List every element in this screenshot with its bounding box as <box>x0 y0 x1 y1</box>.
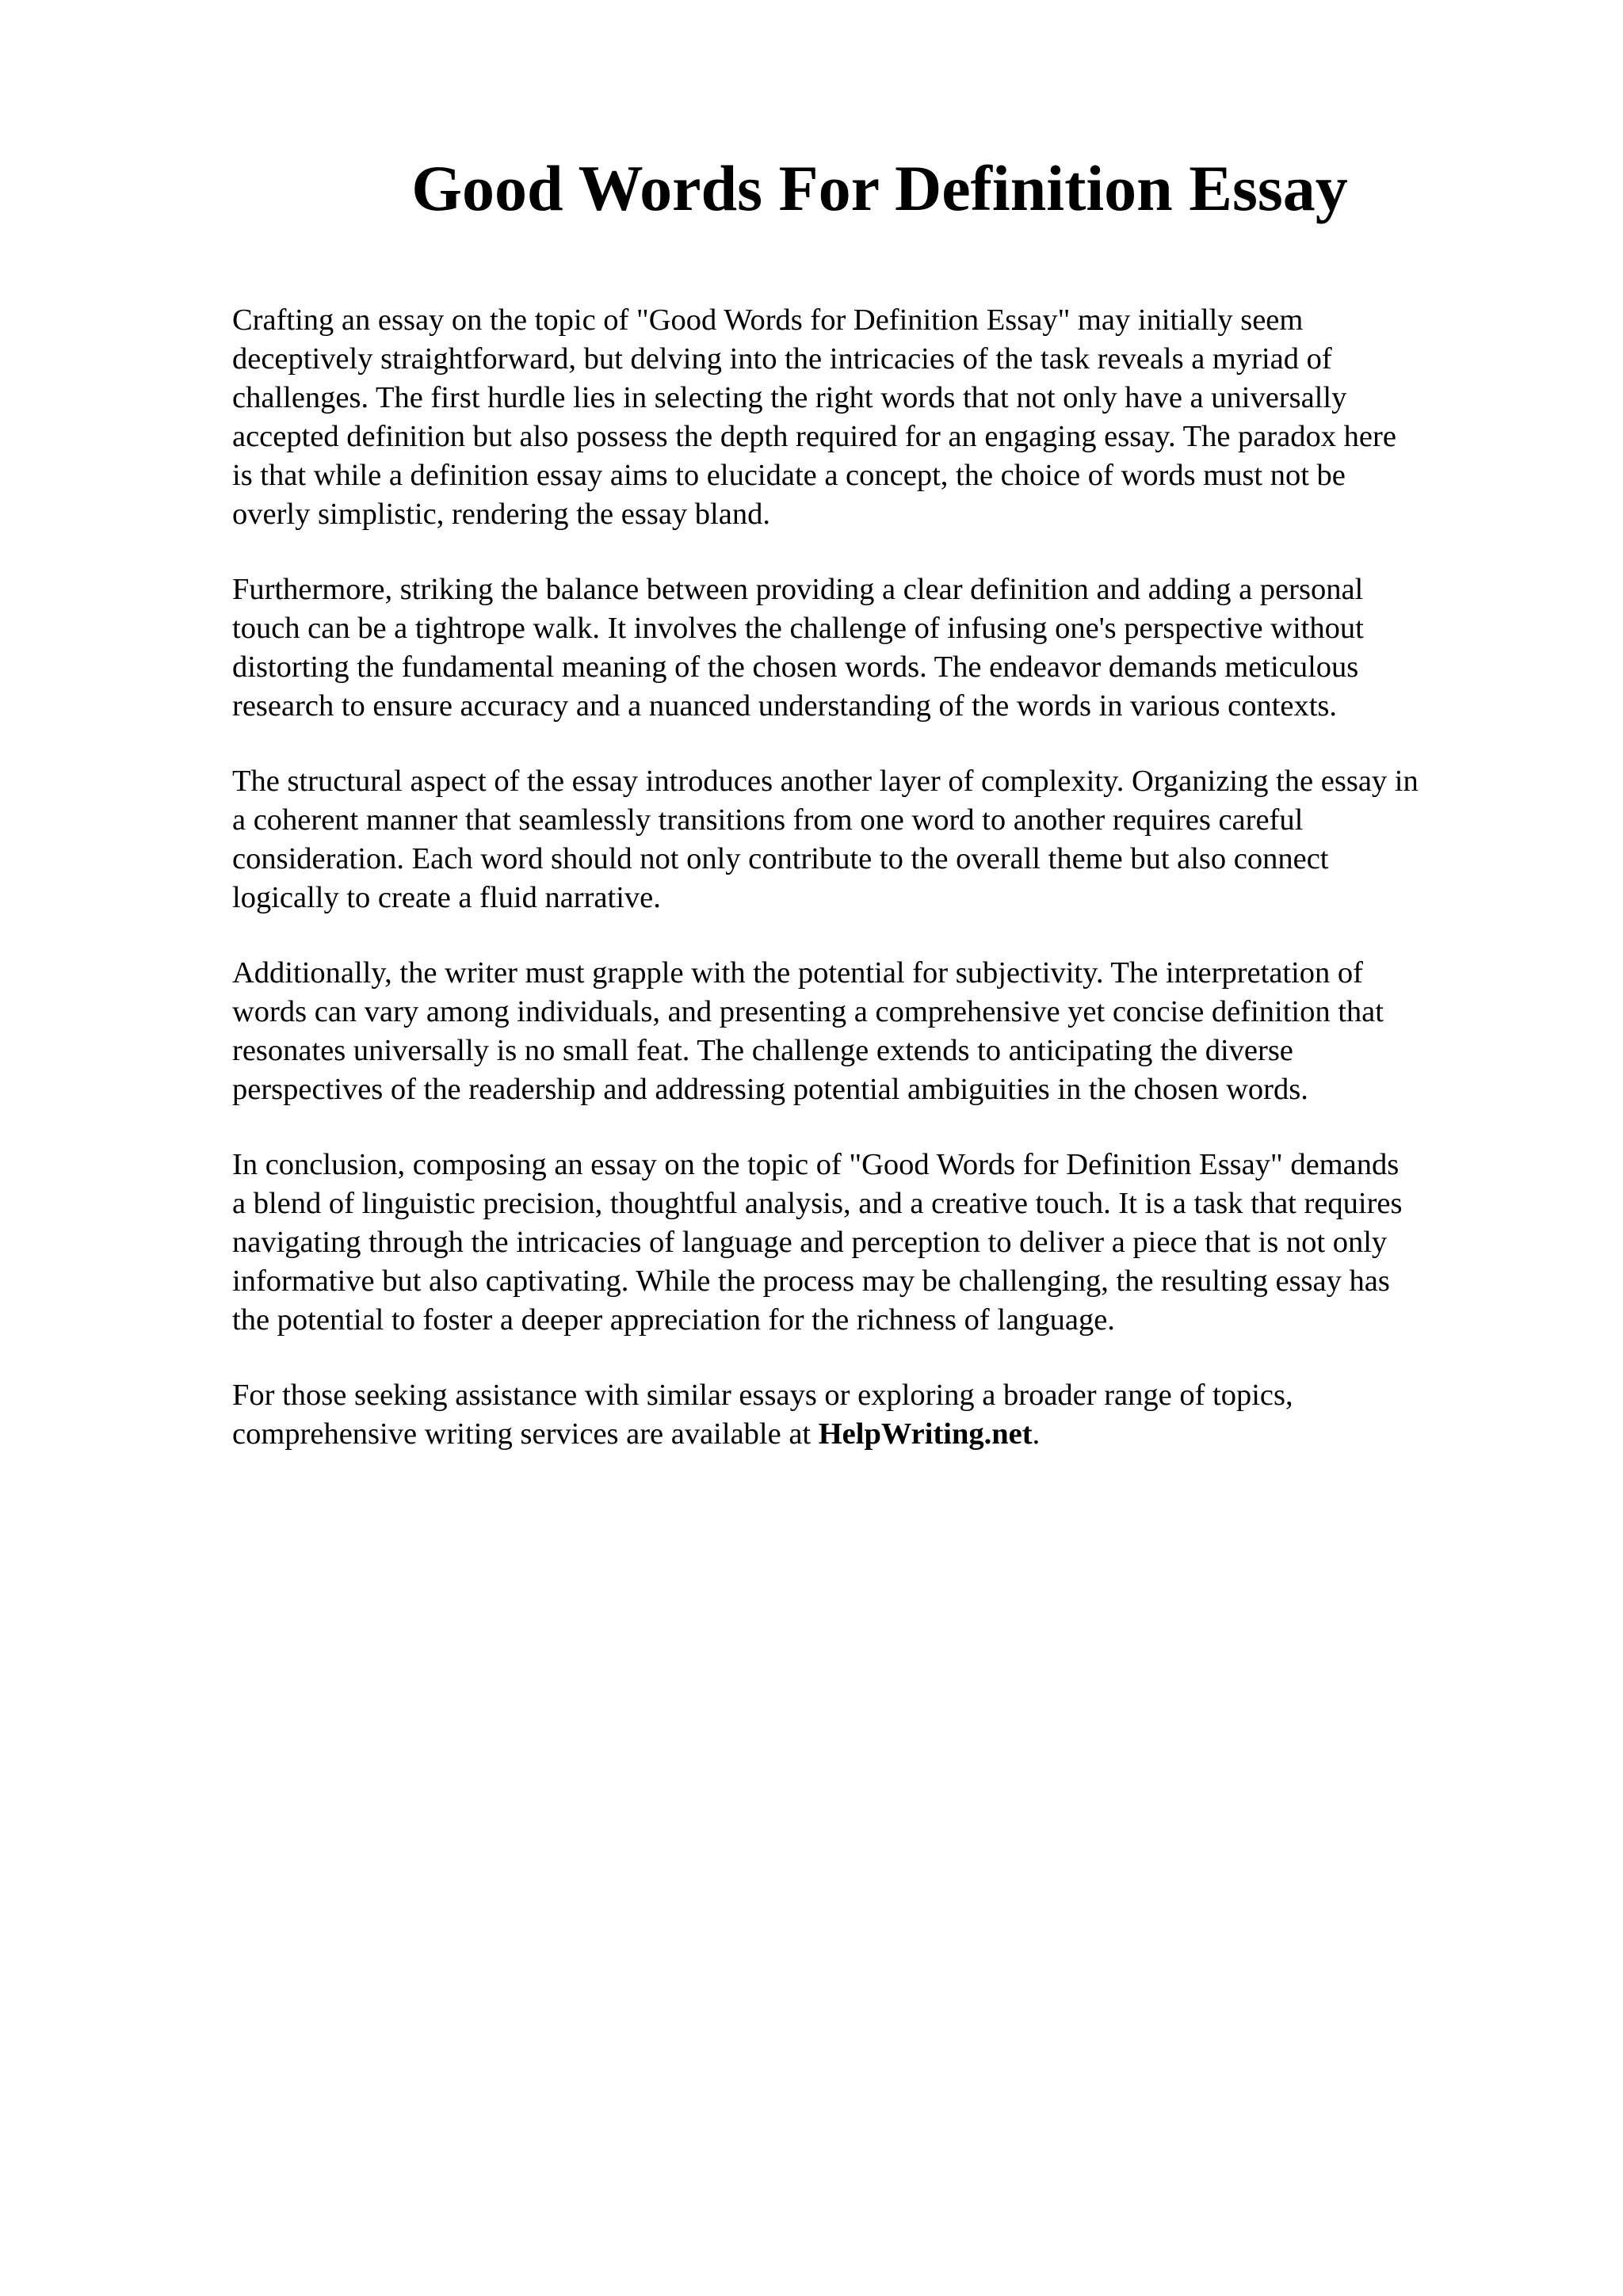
paragraph-2 <box>232 570 1532 726</box>
paragraph-line: accepted definition but also possess the depth required for an engaging essay. The paradox here <box>232 420 1396 453</box>
paragraph-line: the potential to foster a deeper appreciation for the richness of language. <box>232 1303 1115 1337</box>
paragraph-line: Crafting an essay on the topic of "Good Words for Definition Essay" may initially seem <box>232 303 1304 337</box>
paragraph-line: research to ensure accuracy and a nuanced understanding of the words in various contexts. <box>232 689 1338 723</box>
paragraph-line: is that while a definition essay aims to elucidate a concept, the choice of words must not be <box>232 459 1346 492</box>
paragraph-line: Additionally, the writer must grapple with the potential for subjectivity. The interpretation of <box>232 956 1364 990</box>
paragraph-line: distorting the fundamental meaning of the chosen words. The endeavor demands meticulous <box>232 650 1359 684</box>
helpwriting-link[interactable]: HelpWriting.net <box>818 1417 1033 1451</box>
closing-suffix: . <box>1032 1417 1041 1451</box>
paragraph-line: deceptively straightforward, but delving into the intricacies of the task reveals a myriad of <box>232 342 1332 376</box>
paragraph-line: logically to create a fluid narrative. <box>232 881 661 914</box>
paragraph-3 <box>232 762 1532 917</box>
paragraph-line: navigating through the intricacies of language and perception to deliver a piece that is not only <box>232 1226 1388 1259</box>
paragraph-line: overly simplistic, rendering the essay bland. <box>232 498 770 531</box>
paragraph-line: a coherent manner that seamlessly transitions from one word to another requires careful <box>232 803 1304 837</box>
paragraph-line: resonates universally is no small feat. The challenge extends to anticipating the diverse <box>232 1034 1293 1067</box>
paragraph-line: The structural aspect of the essay introduces another layer of complexity. Organizing the essay in <box>232 765 1419 798</box>
paragraph-5 <box>232 1146 1532 1340</box>
closing-prefix: comprehensive writing services are available at <box>232 1417 819 1451</box>
closing-paragraph <box>232 1376 1532 1454</box>
paragraph-line: perspectives of the readership and addressing potential ambiguities in the chosen words. <box>232 1073 1308 1106</box>
paragraph-line: a blend of linguistic precision, thoughtful analysis, and a creative touch. It is a task that requires <box>232 1187 1403 1220</box>
closing-line-1: For those seeking assistance with similar essays or exploring a broader range of topics, <box>232 1379 1293 1412</box>
closing-line-2 <box>232 1415 1532 1454</box>
paragraph-line: challenges. The first hurdle lies in selecting the right words that not only have a universally <box>232 381 1347 414</box>
paragraph-line: Furthermore, striking the balance between providing a clear definition and adding a personal <box>232 573 1364 606</box>
paragraph-line: touch can be a tightrope walk. It involves the challenge of infusing one's perspective without <box>232 612 1364 645</box>
essay-body <box>232 301 1532 1490</box>
page-title: Good Words For Definition Essay <box>411 152 1348 224</box>
paragraph-line: informative but also captivating. While the process may be challenging, the resulting essay has <box>232 1264 1390 1298</box>
paragraph-1 <box>232 301 1532 534</box>
paragraph-4 <box>232 954 1532 1109</box>
paragraph-line: In conclusion, composing an essay on the topic of "Good Words for Definition Essay" demands <box>232 1148 1400 1181</box>
paragraph-line: words can vary among individuals, and presenting a comprehensive yet concise definition that <box>232 995 1384 1028</box>
paragraph-line: consideration. Each word should not only contribute to the overall theme but also connect <box>232 842 1329 875</box>
